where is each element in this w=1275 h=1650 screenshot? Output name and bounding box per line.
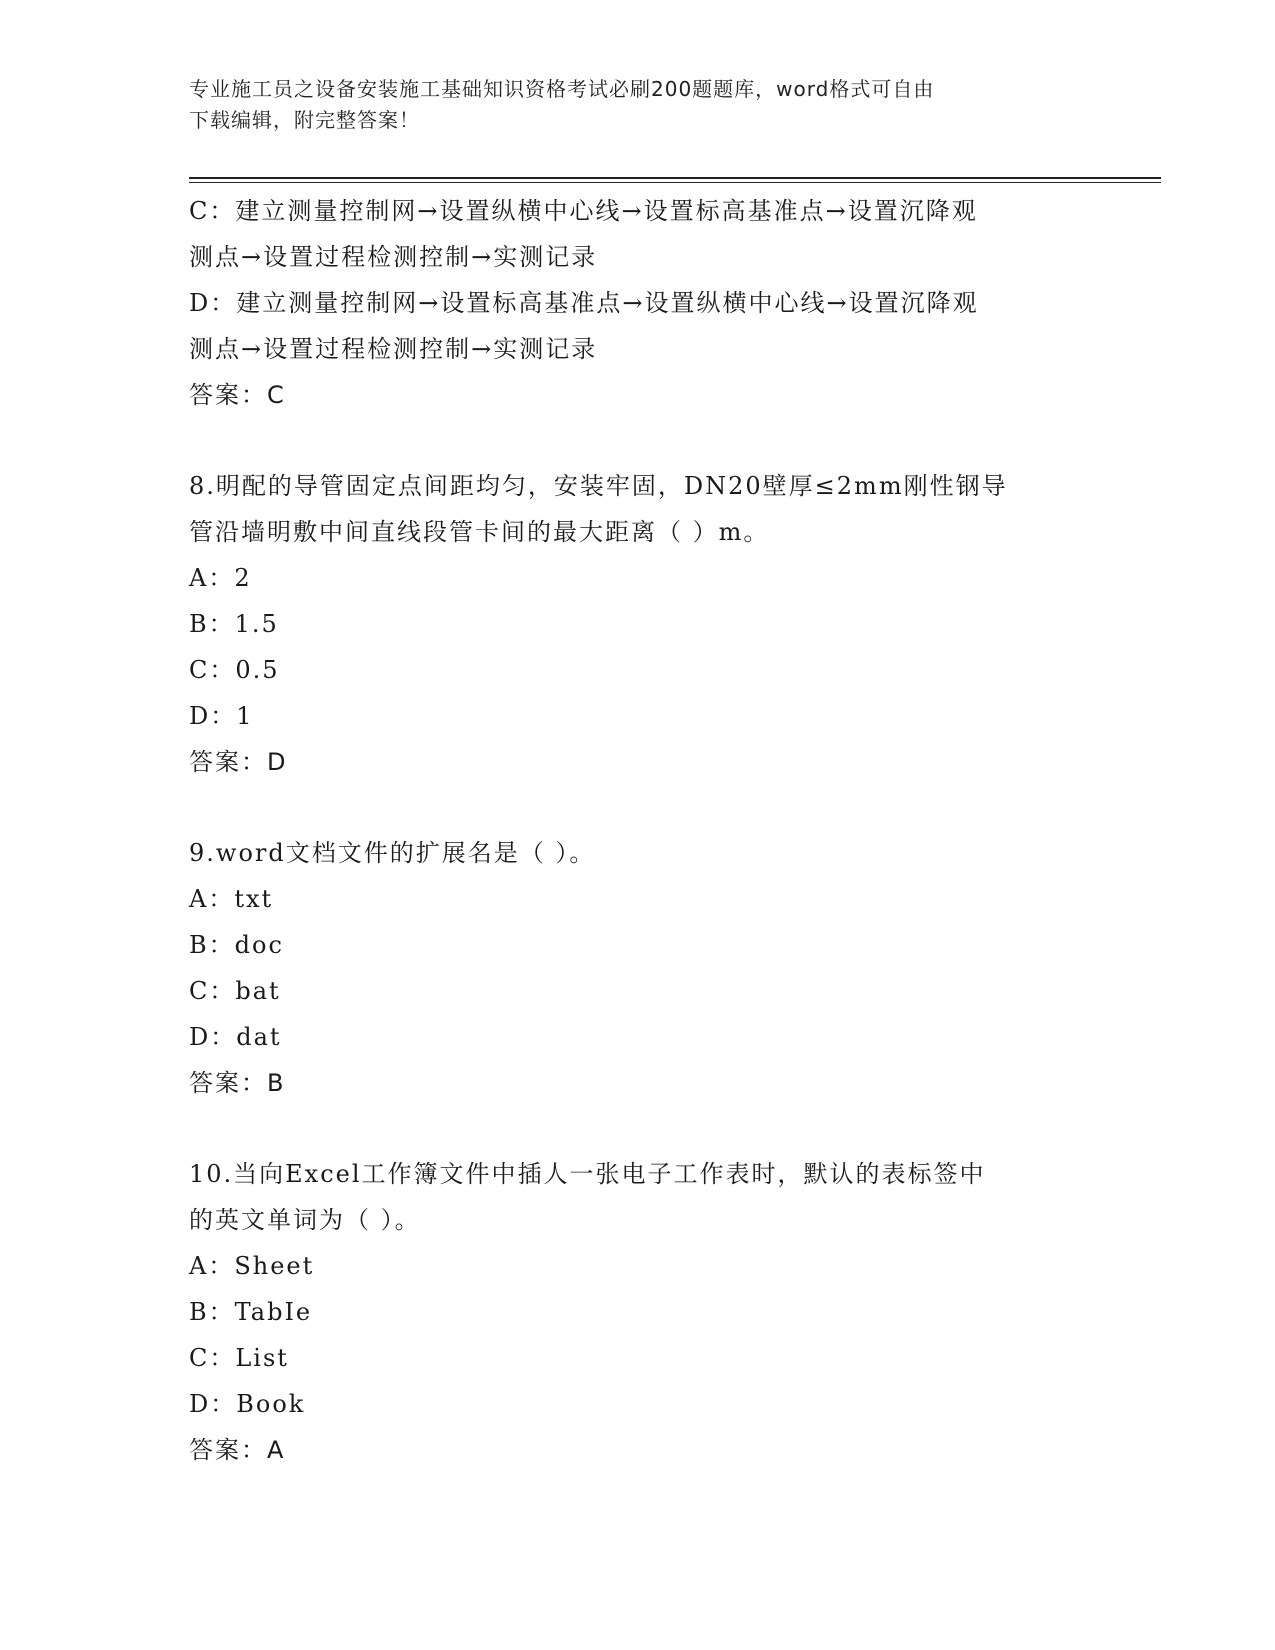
document-header — [189, 74, 1069, 136]
spacer — [189, 1106, 1089, 1151]
question-9 — [189, 830, 1089, 1106]
q7-answer: 答案：C — [189, 381, 286, 409]
question-8 — [189, 463, 1089, 785]
q9-stem: 9.word文档文件的扩展名是（ ）。 — [189, 839, 596, 867]
spacer — [189, 785, 1089, 830]
header-divider-thick — [189, 177, 1161, 179]
q9-option-a: A：txt — [189, 885, 274, 913]
q8-option-a: A：2 — [189, 564, 252, 592]
q9-answer: 答案：B — [189, 1069, 286, 1097]
q8-option-c: C：0.5 — [189, 656, 280, 684]
q8-answer: 答案：D — [189, 748, 288, 776]
q10-answer: 答案：A — [189, 1436, 286, 1464]
header-line-2: 下载编辑，附完整答案！ — [189, 108, 420, 132]
question-7 — [189, 188, 1089, 418]
q10-option-b: B：TabIe — [189, 1298, 313, 1326]
spacer — [189, 418, 1089, 463]
q9-option-c: C：bat — [189, 977, 281, 1005]
question-10 — [189, 1151, 1089, 1473]
document-body — [189, 188, 1089, 1473]
q7-option-c-line-1: C：建立测量控制网→设置纵横中心线→设置标高基准点→设置沉降观 — [189, 197, 978, 225]
q7-option-c-line-2: 测点→设置过程检测控制→实测记录 — [189, 243, 598, 271]
q7-option-d-line-1: D：建立测量控制网→设置标高基准点→设置纵横中心线→设置沉降观 — [189, 289, 979, 317]
q10-stem-line-2: 的英文单词为（ ）。 — [189, 1206, 421, 1234]
q8-stem-line-1: 8.明配的导管固定点间距均匀，安装牢固，DN20壁厚≤2mm刚性钢导 — [189, 472, 1008, 500]
q10-stem-line-1: 10.当向Excel工作簿文件中插人一张电子工作表时，默认的表标签中 — [189, 1160, 986, 1188]
header-divider-thin — [189, 182, 1161, 183]
q8-option-d: D：1 — [189, 702, 254, 730]
q9-option-b: B：doc — [189, 931, 284, 959]
q7-option-d-line-2: 测点→设置过程检测控制→实测记录 — [189, 335, 598, 363]
q8-option-b: B：1.5 — [189, 610, 279, 638]
q8-stem-line-2: 管沿墙明敷中间直线段管卡间的最大距离（ ）m。 — [189, 518, 770, 546]
q9-option-d: D：dat — [189, 1023, 282, 1051]
header-line-1: 专业施工员之设备安装施工基础知识资格考试必刷200题题库，word格式可自由 — [189, 77, 935, 101]
q10-option-d: D：Book — [189, 1390, 306, 1418]
q10-option-a: A：Sheet — [189, 1252, 315, 1280]
q10-option-c: C：List — [189, 1344, 289, 1372]
